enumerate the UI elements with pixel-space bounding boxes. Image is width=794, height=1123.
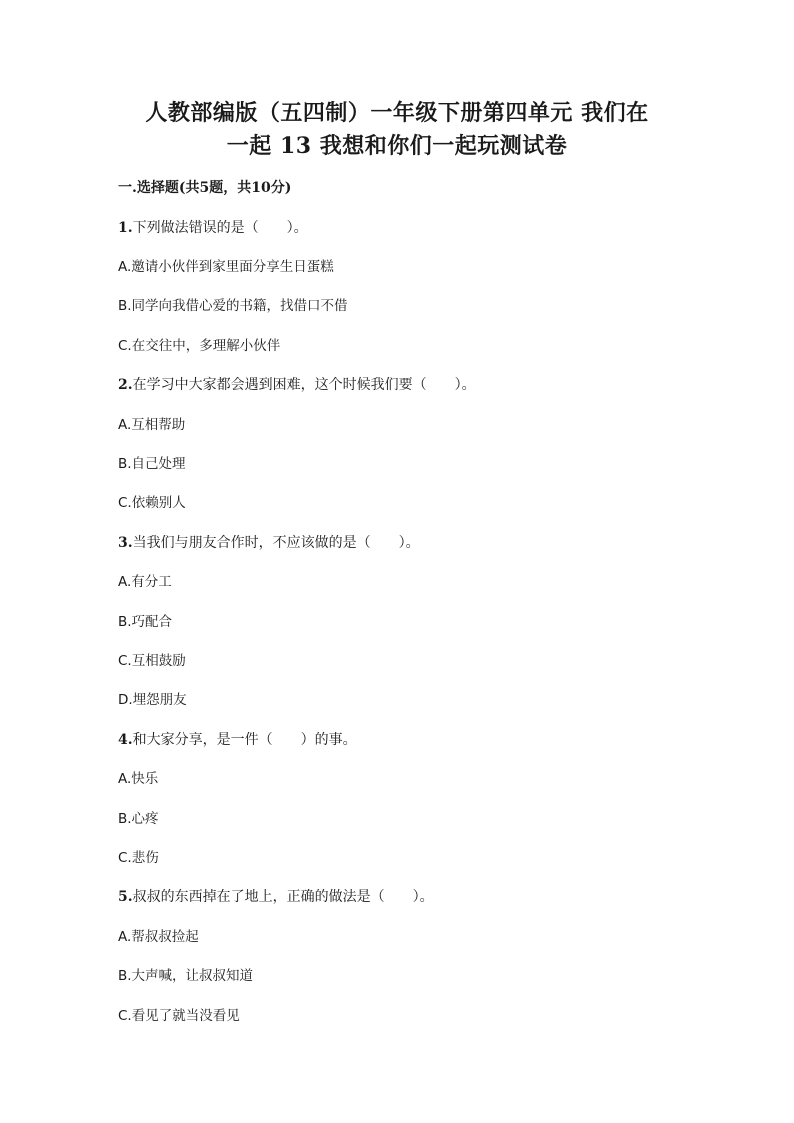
page-title-line-1: 人教部编版（五四制）一年级下册第四单元 我们在 xyxy=(145,100,649,126)
question-5-stem xyxy=(118,887,434,907)
question-4-option-a[interactable]: A.快乐 xyxy=(118,771,159,787)
question-4-stem xyxy=(118,730,357,750)
question-1-stem xyxy=(118,218,308,238)
question-4-option-c[interactable]: C.悲伤 xyxy=(118,850,159,866)
page-title-line-2: 一起 13 我想和你们一起玩测试卷 xyxy=(226,133,568,159)
question-3-option-a[interactable]: A.有分工 xyxy=(118,574,172,590)
question-2-option-b[interactable]: B.自己处理 xyxy=(118,456,186,472)
question-number: 5. xyxy=(118,889,133,905)
question-text: 下列做法错误的是（ ）。 xyxy=(132,220,308,236)
question-2-option-a[interactable]: A.互相帮助 xyxy=(118,417,186,433)
question-1-option-a[interactable]: A.邀请小伙伴到家里面分享生日蛋糕 xyxy=(118,259,334,275)
question-5-option-b[interactable]: B.大声喊，让叔叔知道 xyxy=(118,968,254,984)
question-text: 当我们与朋友合作时，不应该做的是（ ）。 xyxy=(132,535,420,551)
question-number: 4. xyxy=(118,732,133,748)
question-text: 在学习中大家都会遇到困难，这个时候我们要（ ）。 xyxy=(132,377,476,393)
question-5-option-a[interactable]: A.帮叔叔捡起 xyxy=(118,929,199,945)
question-3-stem xyxy=(118,533,420,553)
question-3-option-d[interactable]: D.埋怨朋友 xyxy=(118,692,187,708)
question-2-stem xyxy=(118,375,476,395)
question-2-option-c[interactable]: C.依赖别人 xyxy=(118,495,186,511)
question-1-option-b[interactable]: B.同学向我借心爱的书籍，找借口不借 xyxy=(118,298,348,314)
question-1-option-c[interactable]: C.在交往中，多理解小伙伴 xyxy=(118,338,281,354)
section-heading: 一.选择题(共5题，共10分) xyxy=(118,180,292,196)
question-5-option-c[interactable]: C.看见了就当没看见 xyxy=(118,1008,240,1024)
question-number: 3. xyxy=(118,535,133,551)
question-3-option-c[interactable]: C.互相鼓励 xyxy=(118,653,186,669)
question-4-option-b[interactable]: B.心疼 xyxy=(118,811,159,827)
question-number: 1. xyxy=(118,220,133,236)
question-text: 叔叔的东西掉在了地上，正确的做法是（ ）。 xyxy=(132,889,434,905)
question-text: 和大家分享，是一件（ ）的事。 xyxy=(132,732,357,748)
question-number: 2. xyxy=(118,377,133,393)
question-3-option-b[interactable]: B.巧配合 xyxy=(118,614,173,630)
